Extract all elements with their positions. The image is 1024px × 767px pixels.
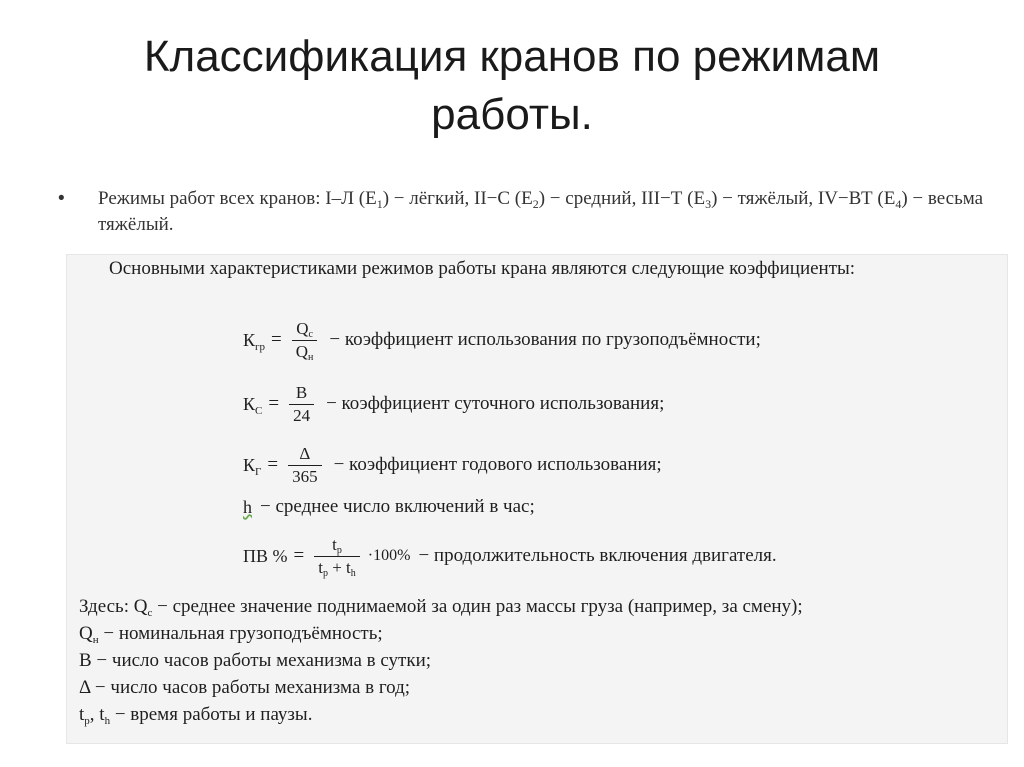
fraction-denominator [314, 556, 360, 579]
equals-sign: = [268, 393, 280, 414]
fraction-denominator: 24 [289, 404, 314, 427]
note-text: Q [79, 623, 93, 644]
formula-subscript: С [255, 404, 263, 417]
bullet-text-part: ) − лёгкий, II−С (Е [382, 188, 533, 209]
formula-subscript: р [322, 567, 328, 579]
fraction-numerator: В [295, 382, 308, 402]
formula-symbol: t [346, 557, 351, 577]
note-line [79, 593, 999, 620]
plus-sign: + [327, 557, 347, 577]
note-subscript: с [147, 607, 153, 619]
note-subscript: н [92, 634, 99, 646]
intro-paragraph: Основными характеристиками режимов работы крана являются следующие коэффициенты: [109, 258, 856, 279]
formula-h [243, 493, 535, 521]
bullet-text-part: Режимы работ всех кранов: I–Л (Е [98, 188, 377, 209]
fraction-numerator [292, 318, 317, 340]
bullet-subscript: 3 [705, 197, 712, 211]
formula-description: − среднее число включений в час; [260, 496, 535, 517]
note-subscript: р [84, 715, 90, 727]
bullet-text [98, 186, 988, 238]
formula-symbol: t [318, 557, 323, 577]
note-line [79, 701, 999, 728]
equals-sign: = [267, 454, 279, 475]
formula-description: − коэффициент использования по грузоподъёмности; [329, 329, 761, 350]
bullet-text-part: ) − весьма тяжёлый. [98, 188, 984, 235]
formula-symbol: К [243, 393, 256, 414]
fraction-denominator [292, 340, 318, 363]
note-text: − время работы и паузы. [110, 704, 313, 725]
notes-block [79, 593, 999, 728]
percent-multiplier: ·100% [367, 547, 411, 564]
bullet-text-part: ) − средний, III−Т (Е [538, 188, 706, 209]
formula-pv [243, 531, 777, 581]
note-text: Здесь: Q [79, 596, 148, 617]
formula-lhs [243, 394, 262, 415]
fraction [288, 443, 322, 488]
fraction [314, 534, 360, 579]
formula-lhs: ПВ % [243, 545, 288, 566]
formula-symbol: Q [296, 318, 309, 338]
note-subscript: h [104, 715, 111, 727]
fraction [289, 382, 314, 427]
formula-symbol: Q [295, 341, 309, 361]
fraction-numerator [328, 534, 346, 556]
formula-subscript: р [336, 544, 342, 556]
formula-k-g [243, 440, 662, 490]
formula-symbol: К [243, 329, 256, 350]
scanned-text-image [66, 254, 1008, 744]
formula-description: − коэффициент суточного использования; [326, 393, 665, 414]
fraction [292, 318, 318, 363]
title-line-2: работы. [431, 90, 593, 139]
formula-subscript: Г [255, 465, 262, 478]
formula-symbol: h [243, 496, 252, 517]
equals-sign: = [293, 545, 305, 566]
formula-subscript: h [350, 567, 356, 579]
title-line-1: Классификация кранов по режимам [143, 32, 881, 81]
fraction-numerator: Δ [299, 443, 311, 463]
formula-lhs [243, 455, 261, 476]
formula-k-c [243, 379, 664, 429]
note-line: В − число часов работы механизма в сутки; [79, 650, 432, 671]
note-text: , t [89, 704, 105, 725]
formula-subscript: гр [255, 340, 266, 353]
bullet-item [58, 186, 988, 238]
bullet-marker: • [58, 188, 65, 209]
note-text: t [79, 704, 85, 725]
note-line [79, 620, 999, 647]
formula-symbol: К [243, 454, 256, 475]
note-line: Δ − число часов работы механизма в год; [79, 677, 411, 698]
slide-title [40, 28, 984, 144]
formula-lhs [243, 330, 265, 351]
formula-description: − коэффициент годового использования; [333, 454, 662, 475]
bullet-subscript: 2 [532, 197, 539, 211]
formula-k-gr [243, 315, 761, 365]
formula-subscript: н [308, 351, 314, 363]
note-text: − номинальная грузоподъёмность; [98, 623, 383, 644]
bullet-subscript: 1 [376, 197, 383, 211]
formula-description: − продолжительность включения двигателя. [418, 545, 777, 566]
formula-symbol: t [332, 534, 337, 554]
bullet-text-part: ) − тяжёлый, IV−ВТ (Е [711, 188, 896, 209]
fraction-denominator: 365 [288, 465, 322, 488]
bullet-subscript: 4 [895, 197, 902, 211]
note-text: − среднее значение поднимаемой за один раз массы груза (например, за смену); [152, 596, 803, 617]
formula-subscript: с [308, 328, 313, 340]
equals-sign: = [271, 329, 282, 350]
